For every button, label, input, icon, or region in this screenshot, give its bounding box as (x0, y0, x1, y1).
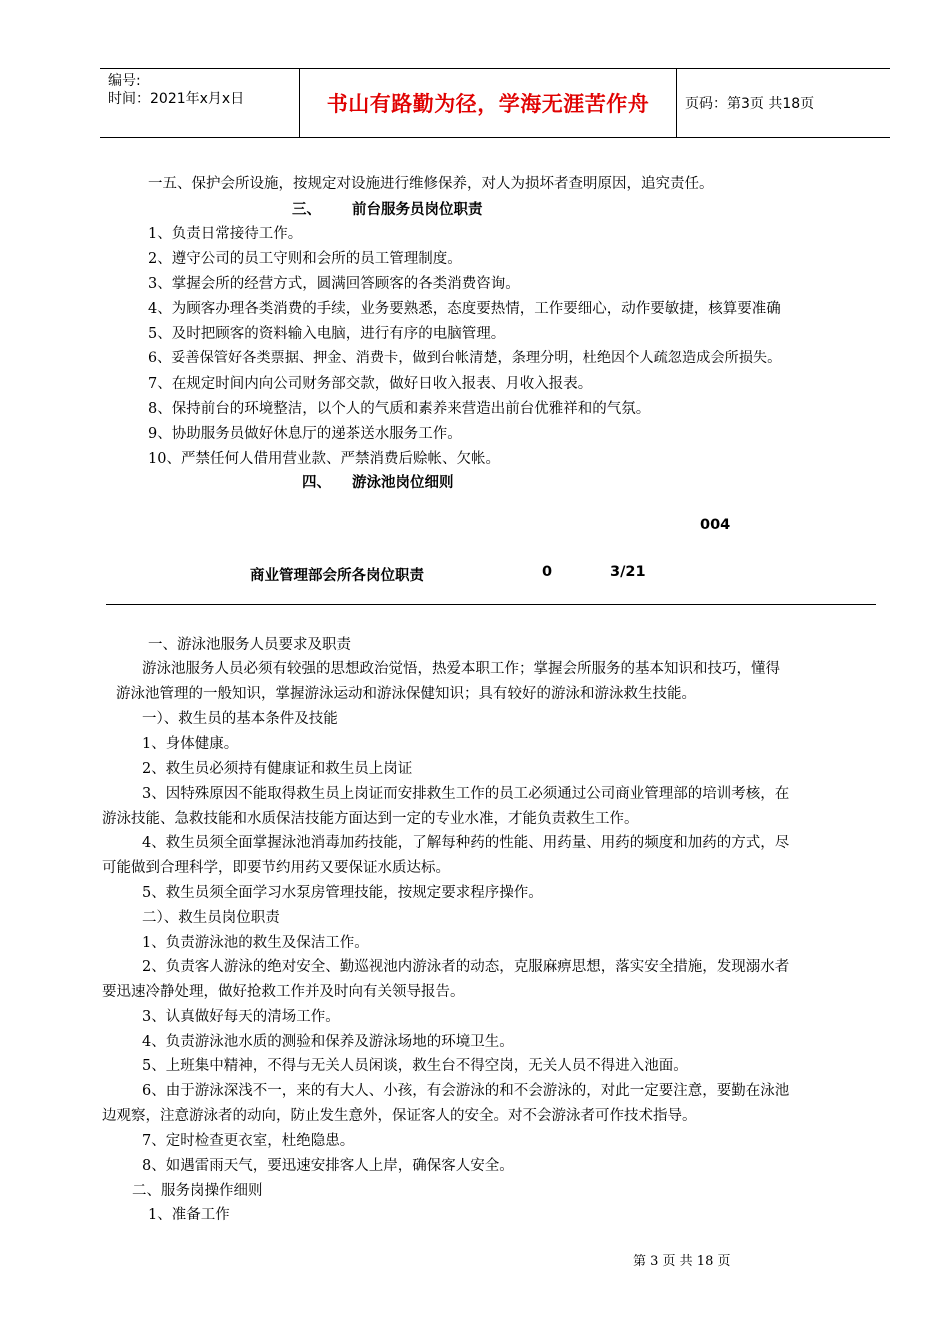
doc-page: 3/21 (610, 564, 646, 580)
list-item: 2、救生员必须持有健康证和救生员上岗证 (142, 761, 413, 777)
list-item-cont: 要迅速冷静处理，做好抢救工作并及时向有关领导报告。 (102, 984, 465, 1000)
header-page-info: 页码：第3页 共18页 (685, 96, 815, 112)
header-motto: 书山有路勤为径，学海无涯苦作舟 (300, 69, 677, 137)
subheading: 二、服务岗操作细则 (132, 1183, 263, 1199)
list-item: 2、负责客人游泳的绝对安全、勤巡视池内游泳者的动态，克服麻痹思想，落实安全措施，发现溺水者 (142, 959, 790, 975)
section4-heading: 游泳池岗位细则 (352, 475, 454, 491)
list-item-cont: 游泳技能、急救技能和水质保洁技能方面达到一定的专业水准，才能负责救生工作。 (102, 811, 639, 827)
list-item: 1、身体健康。 (142, 736, 239, 752)
page-header (100, 68, 890, 138)
code-label: 编号: (108, 73, 141, 89)
list-item: 1、负责游泳池的救生及保洁工作。 (142, 935, 369, 951)
list-item: 8、保持前台的环境整洁，以个人的气质和素养来营造出前台优雅祥和的气氛。 (148, 401, 651, 417)
list-item: 10、严禁任何人借用营业款、严禁消费后赊帐、欠帐。 (148, 451, 500, 467)
list-item: 3、认真做好每天的清场工作。 (142, 1009, 340, 1025)
list-item-cont: 可能做到合理科学，即要节约用药又要保证水质达标。 (102, 860, 450, 876)
doc-title: 商业管理部会所各岗位职责 (250, 568, 424, 584)
pool-heading: 一、游泳池服务人员要求及职责 (148, 637, 351, 653)
list-item: 2、遵守公司的员工守则和会所的员工管理制度。 (148, 251, 462, 267)
section3-heading-num: 三、 (292, 202, 321, 218)
list-item: 4、负责游泳池水质的测验和保养及游泳场地的环境卫生。 (142, 1034, 514, 1050)
doc-revision: 0 (542, 564, 553, 580)
paragraph-line: 游泳池服务人员必须有较强的思想政治觉悟，热爱本职工作；掌握会所服务的基本知识和技巧，懂得 (142, 661, 780, 677)
list-item: 6、由于游泳深浅不一，来的有大人、小孩，有会游泳的和不会游泳的，对此一定要注意，要勤在泳池 (142, 1083, 790, 1099)
list-item: 1、准备工作 (148, 1207, 230, 1223)
list-item: 3、掌握会所的经营方式，圆满回答顾客的各类消费咨询。 (148, 276, 520, 292)
list-item: 1、负责日常接待工作。 (148, 226, 303, 242)
list-item: 8、如遇雷雨天气，要迅速安排客人上岸，确保客人安全。 (142, 1158, 514, 1174)
list-item: 5、及时把顾客的资料输入电脑，进行有序的电脑管理。 (148, 326, 506, 342)
item-15: 一五、保护会所设施，按规定对设施进行维修保养，对人为损坏者查明原因，追究责任。 (148, 176, 714, 192)
list-item: 9、协助服务员做好休息厅的递茶送水服务工作。 (148, 426, 462, 442)
list-item: 7、在规定时间内向公司财务部交款，做好日收入报表、月收入报表。 (148, 376, 593, 392)
list-item: 4、救生员须全面掌握泳池消毒加药技能，了解每种药的性能、用药量、用药的频度和加药的方式，尽 (142, 835, 790, 851)
section3-heading: 前台服务员岗位职责 (352, 202, 483, 218)
list-item: 7、定时检查更衣室，杜绝隐患。 (142, 1133, 355, 1149)
list-item: 6、妥善保管好各类票据、押金、消费卡，做到台帐清楚，条理分明，杜绝因个人疏忽造成会所损失。 (148, 350, 782, 366)
divider (106, 604, 876, 605)
paragraph-line: 游泳池管理的一般知识，掌握游泳运动和游泳保健知识；具有较好的游泳和游泳救生技能。 (116, 686, 696, 702)
date-label: 时间：2021年x月x日 (108, 91, 245, 107)
header-meta (100, 69, 300, 137)
list-item: 3、因特殊原因不能取得救生员上岗证而安排救生工作的员工必须通过公司商业管理部的培训考核，在 (142, 786, 790, 802)
list-item-cont: 边观察，注意游泳者的动向，防止发生意外，保证客人的安全。对不会游泳者可作技术指导。 (102, 1108, 697, 1124)
subheading: 一）、救生员的基本条件及技能 (142, 711, 338, 727)
page-footer: 第 3 页 共 18 页 (633, 1254, 731, 1269)
list-item: 4、为顾客办理各类消费的手续，业务要熟悉，态度要热情，工作要细心，动作要敏捷，核算要准确 (148, 301, 781, 317)
subheading: 二）、救生员岗位职责 (142, 910, 280, 926)
list-item: 5、救生员须全面学习水泵房管理技能，按规定要求程序操作。 (142, 885, 543, 901)
section4-heading-num: 四、 (302, 475, 331, 491)
list-item: 5、上班集中精神，不得与无关人员闲谈，救生台不得空岗，无关人员不得进入池面。 (142, 1058, 688, 1074)
doc-code: 004 (700, 517, 731, 533)
